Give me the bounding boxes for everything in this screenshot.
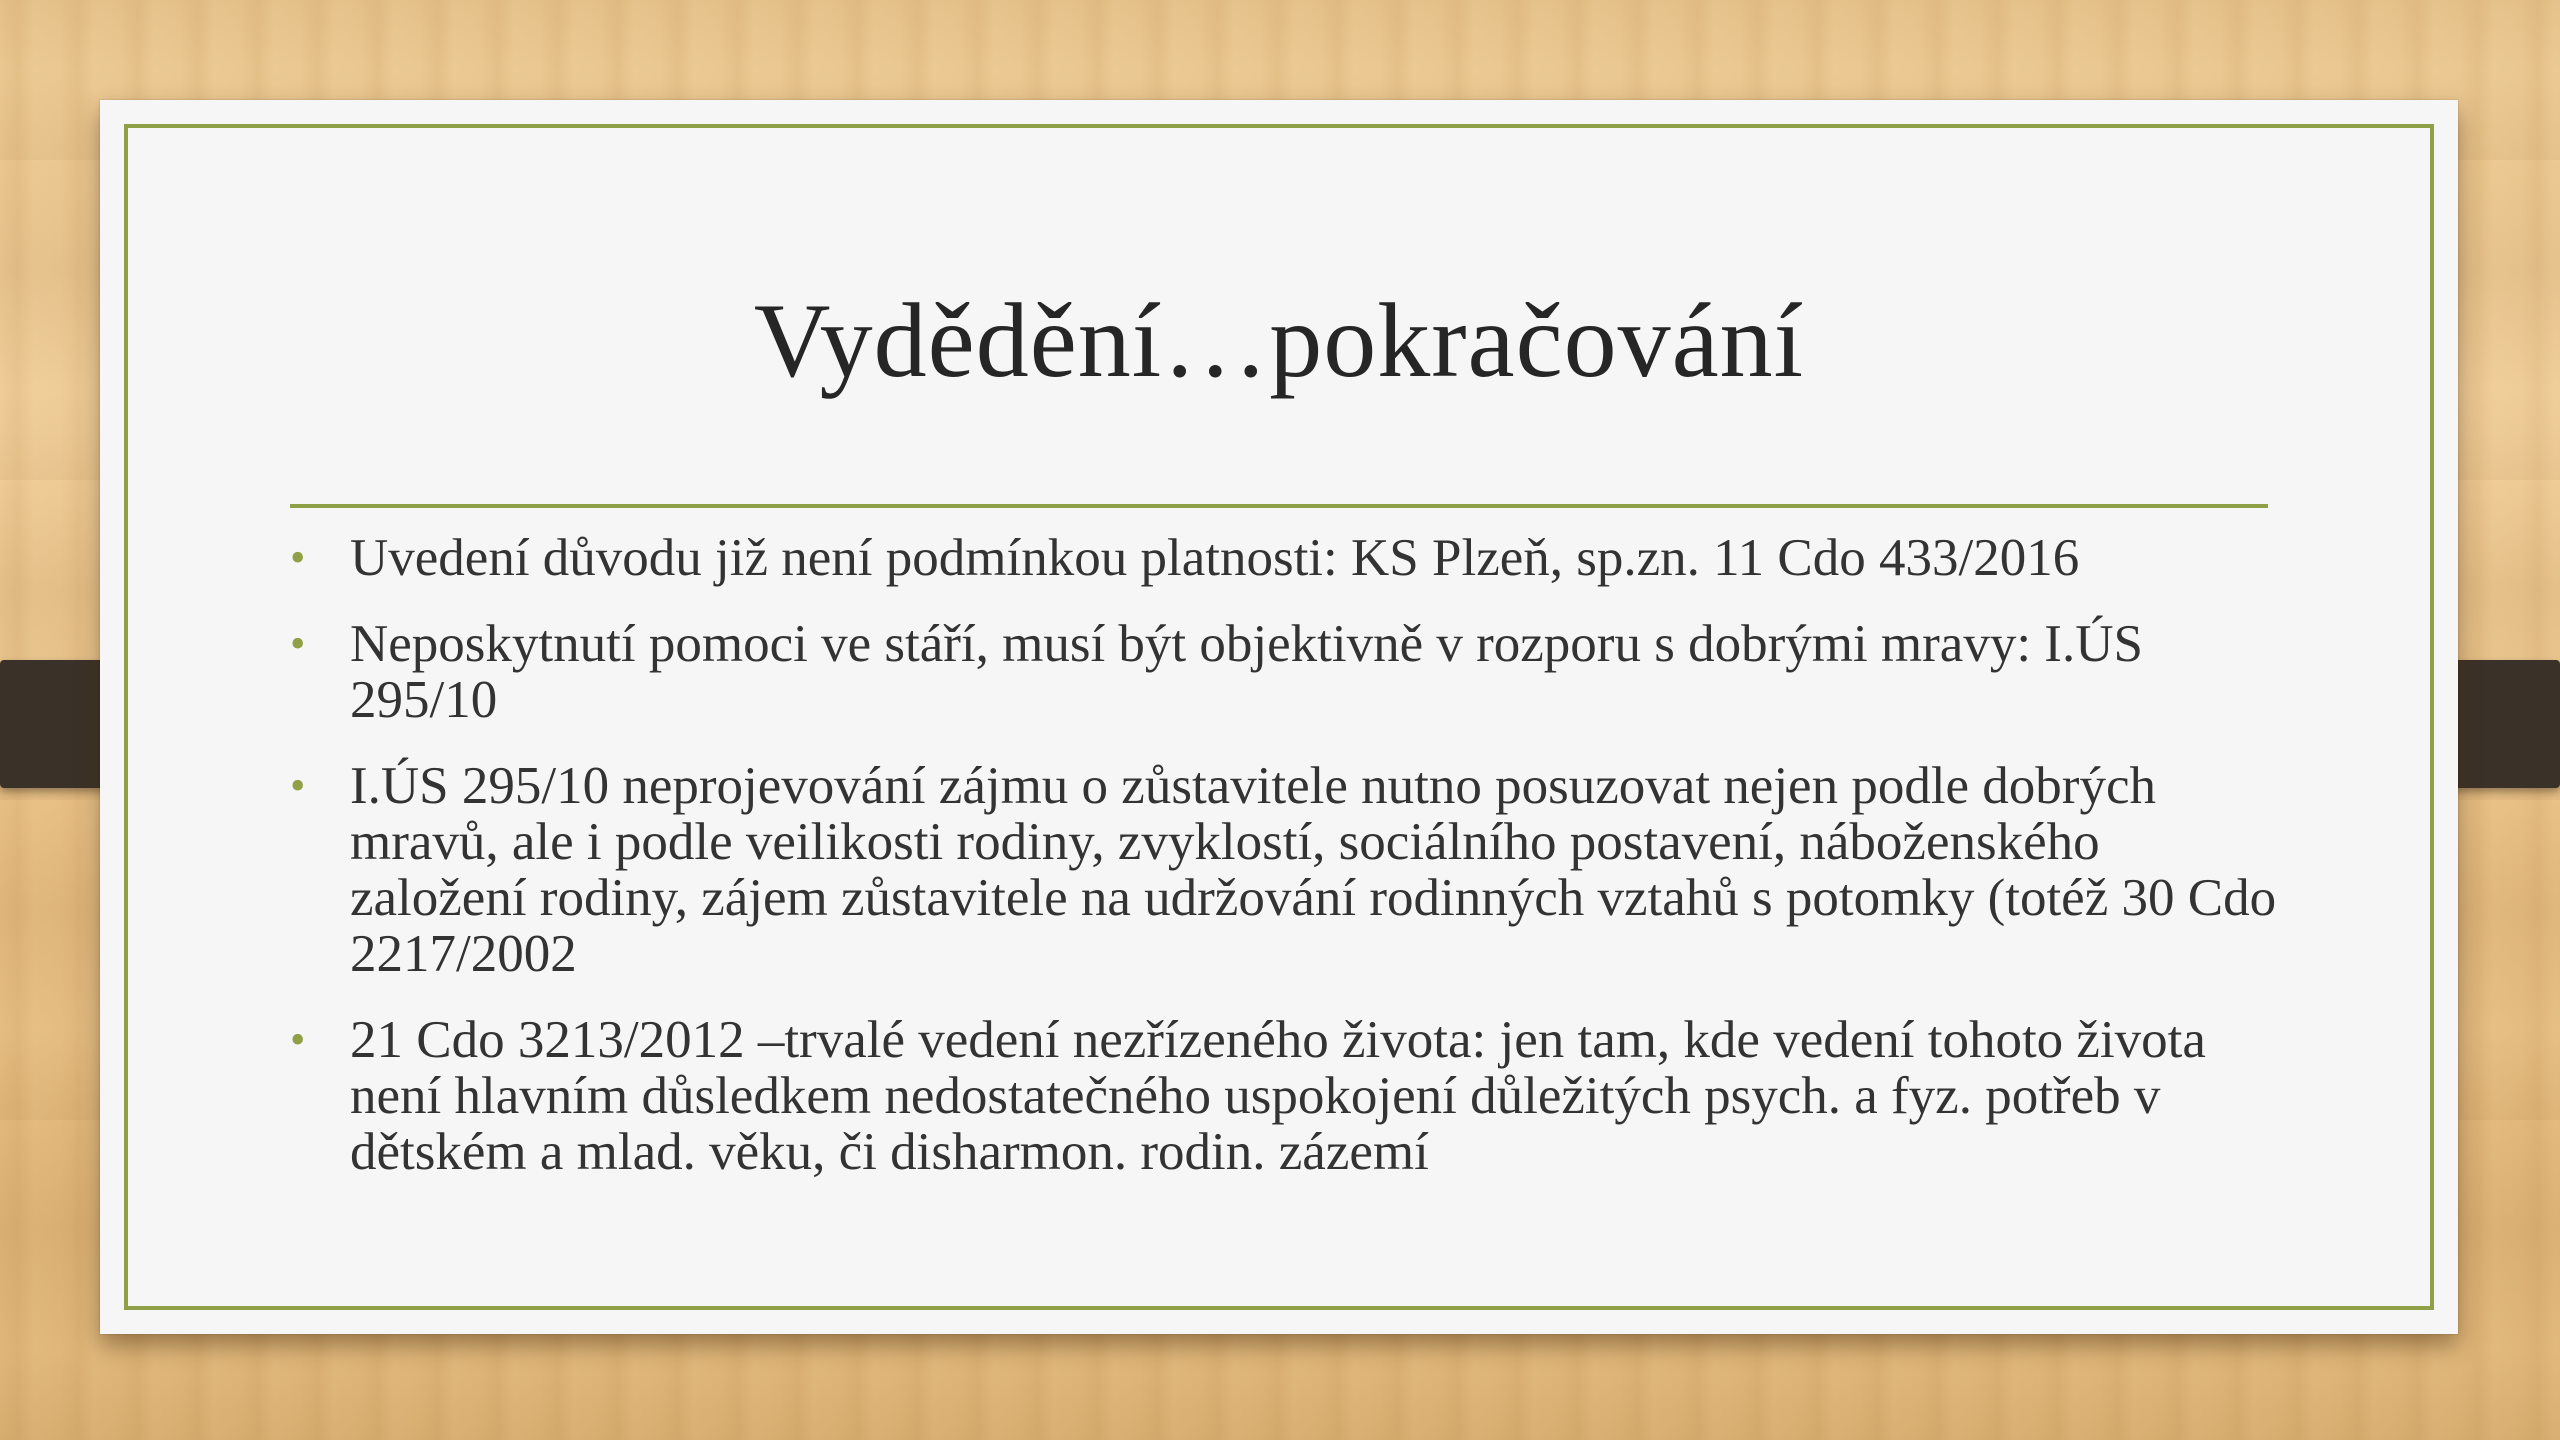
bullet-icon: • [290, 761, 306, 810]
bullet-icon: • [290, 533, 306, 582]
bullet-text: Uvedení důvodu již není podmínkou platnosti: KS Plzeň, sp.zn. 11 Cdo 433/2016 [350, 529, 2080, 587]
bullet-text: 21 Cdo 3213/2012 –trvalé vedení nezřízeného života: jen tam, kde vedení tohoto života není hlavním důsledkem nedostatečného uspokojení důležitých psych. a fyz. potřeb v dětském a mlad. věku, či disharmon. rodin. zázemí [350, 1011, 2206, 1181]
bullet-icon: • [290, 1015, 306, 1064]
bullet-text: Neposkytnutí pomoci ve stáří, musí být objektivně v rozporu s dobrými mravy: I.ÚS 295/10 [350, 615, 2143, 729]
slide-title: Vydědění…pokračování [753, 282, 1805, 399]
slide-card [100, 100, 2458, 1334]
bullet-item [290, 758, 2280, 982]
bullet-icon: • [290, 619, 306, 668]
title-divider [290, 504, 2268, 508]
bullet-text: I.ÚS 295/10 neprojevování zájmu o zůstavitele nutno posuzovat nejen podle dobrých mravů, ale i podle veilikosti rodiny, zvyklostí, sociálního postavení, náboženského založení rodiny, zájem zůstavitele na udržování rodinných vztahů s potomky (totéž 30 Cdo 2217/2002 [350, 757, 2277, 983]
bullet-list [290, 530, 2280, 1210]
bullet-item [290, 1012, 2280, 1180]
bullet-item [290, 616, 2280, 728]
bullet-item [290, 530, 2280, 586]
